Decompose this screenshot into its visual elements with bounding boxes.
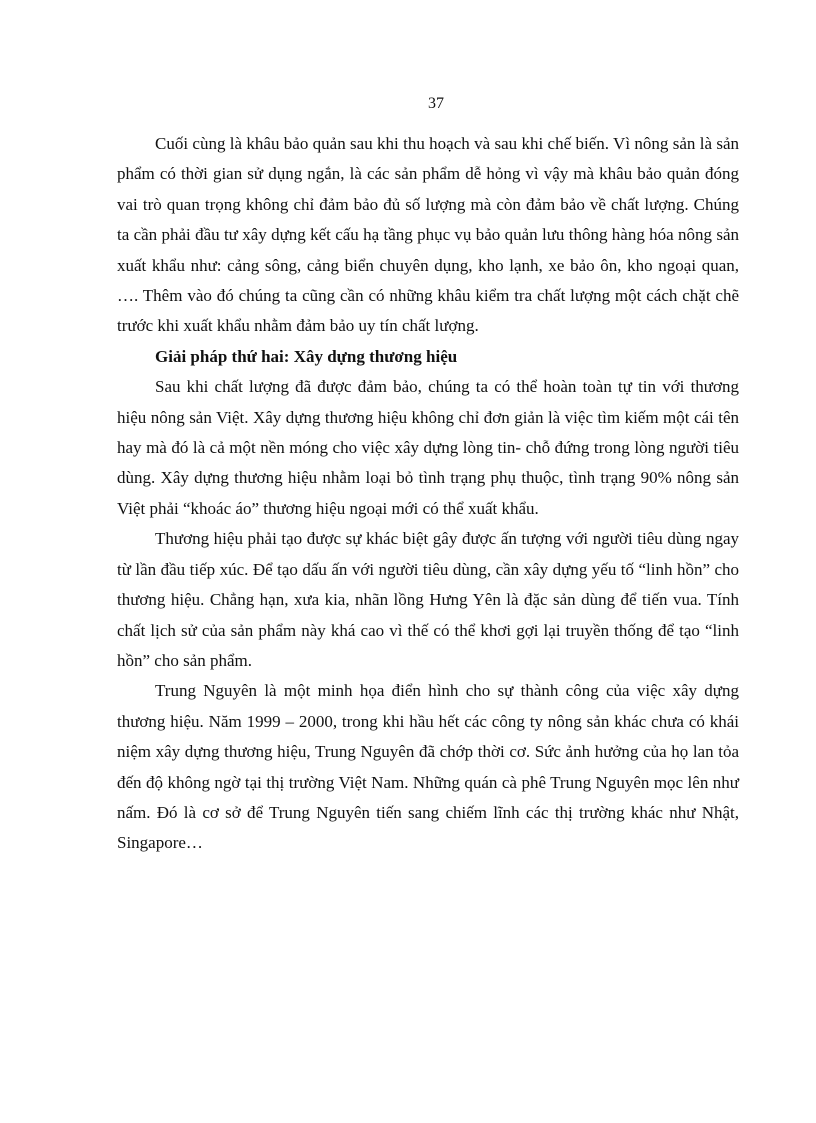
paragraph-trung-nguyen-example: Trung Nguyên là một minh họa điển hình cho sự thành công của việc xây dựng thương hiệu. Năm 1999 – 2000, trong khi hầu hết các công ty nông sản khác chưa có khái niệm xây dựng thương hiệu, Trung Nguyên đã chớp thời cơ. Sức ảnh hưởng của họ lan tỏa đến độ không ngờ tại thị trường Việt Nam. Những quán cà phê Trung Nguyên mọc lên như nấm. Đó là cơ sở để Trung Nguyên tiến sang chiếm lĩnh các thị trường khác như Nhật, Singapore… <box>117 681 739 853</box>
paragraph-preservation: Cuối cùng là khâu bảo quản sau khi thu hoạch và sau khi chế biến. Vì nông sản là sản phẩm có thời gian sử dụng ngắn, là các sản phẩm dễ hỏng vì vậy mà khâu bảo quản đóng vai trò quan trọng không chỉ đảm bảo đủ số lượng mà còn đảm bảo về chất lượng. Chúng ta cần phải đầu tư xây dựng kết cấu hạ tầng phục vụ bảo quản lưu thông hàng hóa nông sản xuất khẩu như: cảng sông, cảng biển chuyên dụng, kho lạnh, xe bảo ôn, kho ngoại quan, …. Thêm vào đó chúng ta cũng cần có những khâu kiểm tra chất lượng một cách chặt chẽ trước khi xuất khẩu nhằm đảm bảo uy tín chất lượng. <box>117 134 739 336</box>
body-text <box>117 129 739 859</box>
page-number: 37 <box>428 95 444 112</box>
paragraph-brand-building: Sau khi chất lượng đã được đảm bảo, chúng ta có thể hoàn toàn tự tin với thương hiệu nông sản Việt. Xây dựng thương hiệu không chỉ đơn giản là việc tìm kiếm một cái tên hay mà đó là cả một nền móng cho việc xây dựng lòng tin- chỗ đứng trong lòng người tiêu dùng. Xây dựng thương hiệu nhằm loại bỏ tình trạng phụ thuộc, tình trạng 90% nông sản Việt phải “khoác áo” thương hiệu ngoại mới có thể xuất khẩu. <box>117 377 739 518</box>
paragraph-brand-difference: Thương hiệu phải tạo được sự khác biệt gây được ấn tượng với người tiêu dùng ngay từ lần đầu tiếp xúc. Để tạo dấu ấn với người tiêu dùng, cần xây dựng yếu tố “linh hồn” cho thương hiệu. Chẳng hạn, xưa kia, nhãn lồng Hưng Yên là đặc sản dùng để tiến vua. Tính chất lịch sử của sản phẩm này khá cao vì thế có thể khơi gợi lại truyền thống để tạo “linh hồn” cho sản phẩm. <box>117 529 739 670</box>
section-heading-branding: Giải pháp thứ hai: Xây dựng thương hiệu <box>155 346 458 366</box>
